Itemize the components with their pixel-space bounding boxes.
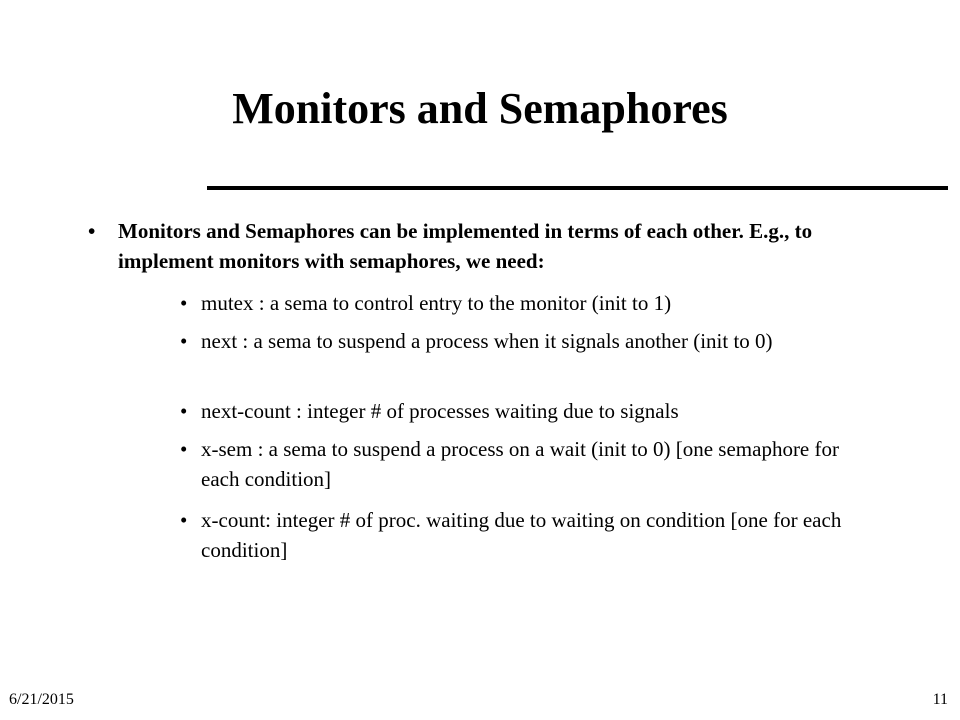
bullet-icon: •	[180, 437, 188, 461]
bullet-icon: •	[180, 291, 188, 315]
sub-bullet-text: mutex : a sema to control entry to the monitor (init to 1)	[201, 291, 672, 315]
sub-bullet-text: next : a sema to suspend a process when it signals another (init to 0)	[201, 329, 773, 353]
slide-title: Monitors and Semaphores	[232, 84, 728, 133]
bullet-icon: •	[88, 219, 96, 243]
bullet-icon: •	[180, 508, 188, 532]
sub-bullet-text: x-sem : a sema to suspend a process on a wait (init to 0) [one semaphore for each condition]	[201, 437, 839, 491]
page-number: 11	[932, 691, 948, 708]
sub-bullet-text: next-count : integer # of processes waiting due to signals	[201, 399, 679, 423]
title-divider	[207, 186, 948, 190]
bullet-icon: •	[180, 399, 188, 423]
sub-bullet-text: x-count: integer # of proc. waiting due to waiting on condition [one for each condition]	[201, 508, 842, 562]
footer-date: 6/21/2015	[9, 691, 74, 708]
bullet-icon: •	[180, 329, 188, 353]
main-bullet-text: Monitors and Semaphores can be implemented in terms of each other. E.g., to implement monitors with semaphores, we need:	[118, 219, 813, 273]
